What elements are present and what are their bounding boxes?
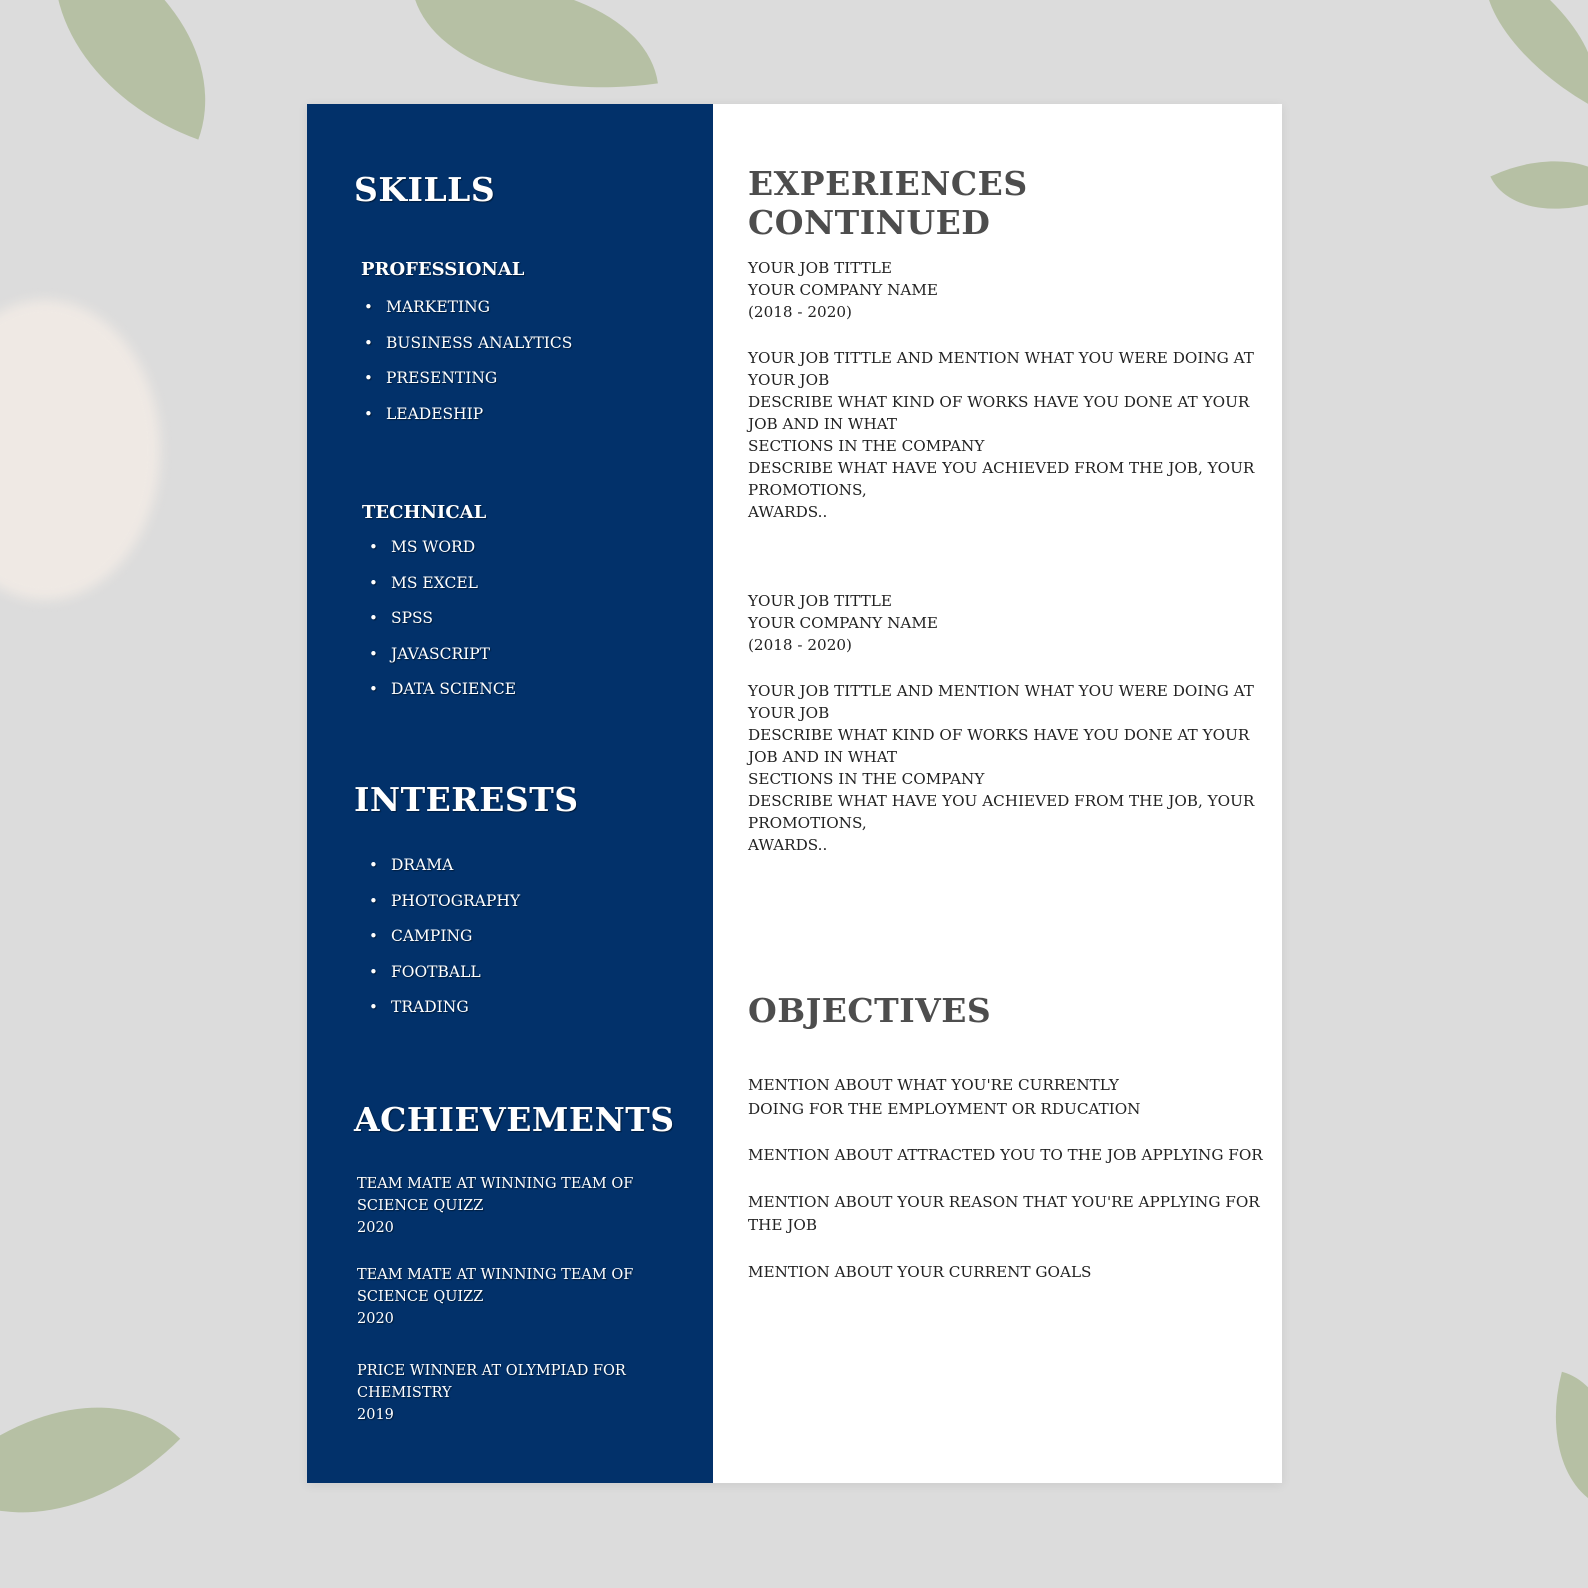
achievement-item [357,1264,657,1330]
job-years: (2018 - 2020) [748,636,852,654]
list-item: • DRAMA [369,855,520,891]
job-entry [748,590,1258,856]
objective-item [748,1074,1268,1121]
list-item: • MARKETING [364,297,572,333]
job-description-line: DESCRIBE WHAT KIND OF WORKS HAVE YOU DONE AT YOUR [748,393,1250,411]
objectives-title: OBJECTIVES [748,991,992,1030]
objective-item [748,1261,1268,1285]
job-description-line: DESCRIBE WHAT KIND OF WORKS HAVE YOU DONE AT YOUR [748,726,1250,744]
achievement-text: TEAM MATE AT WINNING TEAM OF [357,1267,634,1283]
technical-title: TECHNICAL [362,502,487,523]
list-item: • PHOTOGRAPHY [369,891,520,927]
objective-line: MENTION ABOUT YOUR CURRENT GOALS [748,1262,1092,1281]
leaf-decoration [412,0,658,115]
job-description-line: YOUR JOB [748,371,830,389]
list-item: • LEADESHIP [364,404,572,440]
list-item: • MS EXCEL [369,573,516,609]
company-name: YOUR COMPANY NAME [748,614,938,632]
achievement-year: 2019 [357,1407,394,1423]
job-description-line: YOUR JOB TITTLE AND MENTION WHAT YOU WERE DOING AT [748,349,1254,367]
job-description-line: AWARDS.. [748,836,828,854]
list-item: • DATA SCIENCE [369,679,516,715]
job-description-line: YOUR JOB [748,704,830,722]
job-description-line: DESCRIBE WHAT HAVE YOU ACHIEVED FROM THE JOB, YOUR [748,459,1255,477]
company-name: YOUR COMPANY NAME [748,281,938,299]
skills-title: SKILLS [354,170,496,209]
achievement-text: CHEMISTRY [357,1385,452,1401]
list-item: • BUSINESS ANALYTICS [364,333,572,369]
list-item: • CAMPING [369,926,520,962]
job-description-line: AWARDS.. [748,503,828,521]
job-description-line: JOB AND IN WHAT [748,415,898,433]
interests-list [369,855,520,1033]
list-item: • SPSS [369,608,516,644]
list-item: • PRESENTING [364,368,572,404]
job-description-line: SECTIONS IN THE COMPANY [748,437,985,455]
list-item: • JAVASCRIPT [369,644,516,680]
job-description-line: PROMOTIONS, [748,814,867,832]
achievement-text: PRICE WINNER AT OLYMPIAD FOR [357,1363,626,1379]
leaf-decoration [1451,0,1588,105]
leaf-decoration [1490,130,1588,240]
job-description-line: JOB AND IN WHAT [748,748,898,766]
job-entry [748,257,1258,523]
sidebar [307,104,713,1483]
job-description-line: DESCRIBE WHAT HAVE YOU ACHIEVED FROM THE JOB, YOUR [748,792,1255,810]
job-title: YOUR JOB TITTLE [748,259,892,277]
resume-page [307,104,1282,1483]
achievement-text: SCIENCE QUIZZ [357,1198,484,1214]
objective-item [748,1191,1268,1238]
achievement-year: 2020 [357,1220,394,1236]
professional-title: PROFESSIONAL [361,259,525,280]
objective-line: MENTION ABOUT ATTRACTED YOU TO THE JOB APPLYING FOR [748,1146,1263,1164]
objective-line: MENTION ABOUT YOUR REASON THAT YOU'RE APPLYING FOR [748,1192,1260,1211]
achievement-item [357,1360,657,1426]
list-item: • FOOTBALL [369,962,520,998]
objective-line: DOING FOR THE EMPLOYMENT OR RDUCATION [748,1099,1141,1118]
leaf-decoration [1531,1372,1588,1509]
objectives-list [748,1074,1268,1307]
achievement-text: SCIENCE QUIZZ [357,1289,484,1305]
interests-title: INTERESTS [354,780,579,819]
technical-list [369,537,516,715]
job-years: (2018 - 2020) [748,303,852,321]
professional-list [364,297,572,439]
list-item: • TRADING [369,997,520,1033]
job-title: YOUR JOB TITTLE [748,592,892,610]
experiences-title: EXPERIENCES CONTINUED [748,164,1028,242]
leaf-decoration [10,0,249,140]
job-description-line: YOUR JOB TITTLE AND MENTION WHAT YOU WERE DOING AT [748,682,1254,700]
achievements-title: ACHIEVEMENTS [354,1100,675,1139]
objective-item [748,1144,1268,1168]
objective-line: THE JOB [748,1216,817,1234]
flower-decoration [0,300,160,600]
leaf-decoration [0,1340,180,1580]
achievement-text: TEAM MATE AT WINNING TEAM OF [357,1176,634,1192]
job-description-line: PROMOTIONS, [748,481,867,499]
objective-line: MENTION ABOUT WHAT YOU'RE CURRENTLY [748,1076,1119,1094]
achievement-year: 2020 [357,1311,394,1327]
achievement-item [357,1173,657,1239]
job-description-line: SECTIONS IN THE COMPANY [748,770,985,788]
list-item: • MS WORD [369,537,516,573]
